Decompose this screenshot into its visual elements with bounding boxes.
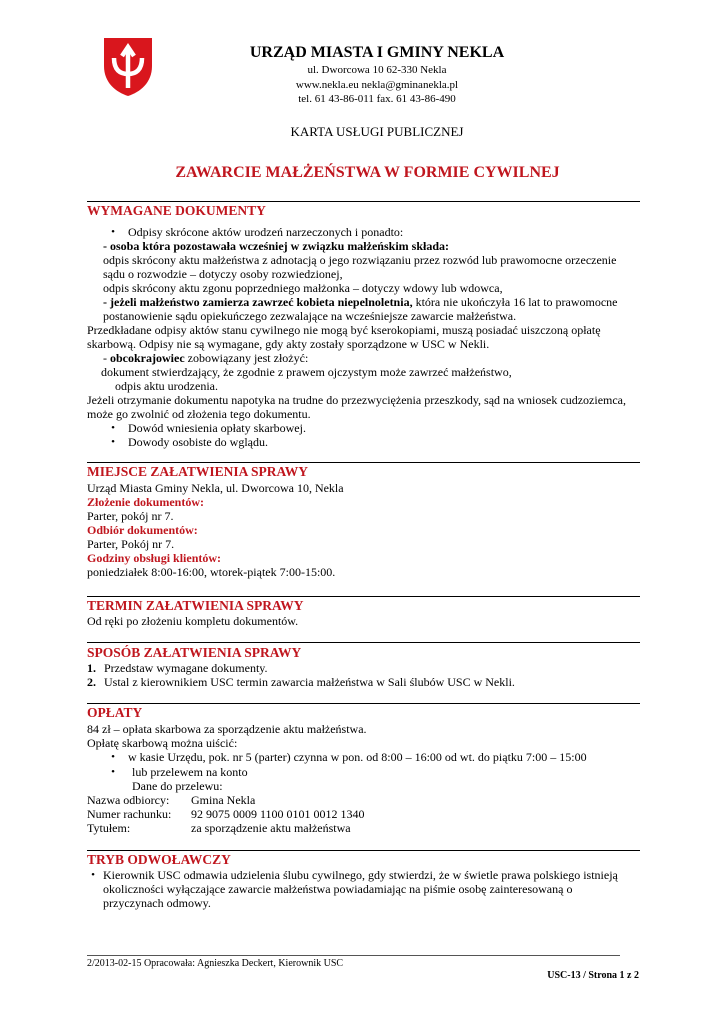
section-rule — [87, 462, 640, 463]
coat-of-arms-icon — [102, 36, 154, 98]
account-label: Numer rachunku: — [87, 807, 172, 821]
bullet-icon: • — [111, 436, 115, 448]
appeal-line: okoliczności wyłączające zawarcie małżeństwa powiadamiając na piśmie osobę zainteresowaną o — [103, 882, 573, 896]
docs-line: dokument stwierdzający, że zgodnie z prawem ojczystym może zawrzeć małżeństwo, — [101, 365, 512, 379]
hours-label: Godziny obsługi klientów: — [87, 551, 222, 565]
fee-amount: 84 zł – opłata skarbowa za sporządzenie aktu małżeństwa. — [87, 722, 367, 736]
office-location: Urząd Miasta Gminy Nekla, ul. Dworcowa 10, Nekla — [87, 481, 344, 495]
appeal-line: przyczynach odmowy. — [103, 896, 211, 910]
docs-line-bold: - osoba która pozostawała wcześniej w związku małżeńskim składa: — [103, 239, 449, 253]
hours-value: poniedziałek 8:00-16:00, wtorek-piątek 7:00-15:00. — [87, 565, 336, 579]
footer-rule — [87, 955, 620, 956]
docs-line: Dowody osobiste do wglądu. — [128, 435, 268, 449]
bullet-icon: • — [91, 869, 95, 881]
step-text: Przedstaw wymagane dokumenty. — [104, 661, 268, 675]
pickup-label: Odbiór dokumentów: — [87, 523, 198, 537]
docs-line — [103, 295, 618, 310]
docs-line: postanowienie sądu opiekuńczego zezwalające na wcześniejsze zawarcie małżeństwa. — [103, 309, 517, 323]
docs-line: Odpisy skrócone aktów urodzeń narzeczonych i ponadto: — [128, 225, 404, 239]
office-phone: tel. 61 43-86-011 fax. 61 43-86-490 — [298, 93, 456, 105]
section-rule — [87, 596, 640, 597]
bullet-icon: • — [111, 422, 115, 434]
bullet-icon: • — [111, 751, 115, 763]
docs-line: odpis skrócony aktu małżeństwa z adnotacją o jego rozwiązaniu przez rozwód lub prawomocne orzeczenie — [103, 253, 617, 267]
fee-option: lub przelewem na konto — [132, 765, 248, 779]
section-rule — [87, 642, 640, 643]
pickup-value: Parter, Pokój nr 7. — [87, 537, 175, 551]
heading-place: MIEJSCE ZAŁATWIENIA SPRAWY — [87, 464, 309, 479]
docs-bold-part: - jeżeli małżeństwo zamierza zawrzeć kobieta niepelnoletnia, — [103, 295, 413, 309]
fee-payment-intro: Opłatę skarbową można uiścić: — [87, 736, 238, 750]
docs-line: skarbową. Odpisy nie są wymagane, gdy akty zostały sporządzone w USC w Nekli. — [87, 337, 490, 351]
recipient-label: Nazwa odbiorcy: — [87, 793, 170, 807]
account-value: 92 9075 0009 1100 0101 0012 1340 — [191, 807, 365, 821]
docs-rest-part: która nie ukończyła 16 lat to prawomocne — [412, 295, 618, 309]
bullet-icon: • — [111, 226, 115, 238]
transfer-title-value: za sporządzenie aktu małżeństwa — [191, 821, 351, 835]
submit-value: Parter, pokój nr 7. — [87, 509, 174, 523]
docs-line: Przedkładane odpisy aktów stanu cywilnego nie mogą być kserokopiami, muszą posiadać uiszczoną opłatę — [87, 323, 601, 337]
office-title: URZĄD MIASTA I GMINY NEKLA — [249, 44, 505, 61]
fee-option: w kasie Urzędu, pok. nr 5 (parter) czynna w pon. od 8:00 – 16:00 od wt. do piątku 7:00 – 15:00 — [128, 750, 587, 764]
docs-rest-part: zobowiązany jest złożyć: — [184, 351, 309, 365]
transfer-data-label: Dane do przelewu: — [132, 779, 223, 793]
heading-fees: OPŁATY — [87, 705, 143, 720]
submit-label: Złożenie dokumentów: — [87, 495, 204, 509]
docs-line: może go zwolnić od złożenia tego dokumentu. — [87, 407, 311, 421]
docs-line: odpis aktu urodzenia. — [115, 379, 218, 393]
docs-line: sądu o rozwodzie – dotyczy osoby rozwiedzionej, — [103, 267, 343, 281]
footer-page-number: USC-13 / Strona 1 z 2 — [547, 970, 639, 981]
card-type: KARTA USŁUGI PUBLICZNEJ — [290, 124, 464, 139]
office-web-email: www.nekla.eu nekla@gminanekla.pl — [295, 79, 459, 91]
section-rule — [87, 201, 640, 202]
docs-bold-part: obcokrajowiec — [110, 351, 185, 365]
footer-author: 2/2013-02-15 Opracowała: Agnieszka Deckert, Kierownik USC — [87, 958, 344, 969]
docs-line: Jeżeli otrzymanie dokumentu napotyka na trudne do przezwyciężenia przeszkody, sąd na wniosek cudzoziemca, — [87, 393, 627, 407]
section-rule — [87, 703, 640, 704]
docs-line: Dowód wniesienia opłaty skarbowej. — [128, 421, 306, 435]
recipient-value: Gmina Nekla — [191, 793, 256, 807]
appeal-line: Kierownik USC odmawia udzielenia ślubu cywilnego, gdy stwierdzi, że w świetle prawa polskiego istnieją — [103, 868, 618, 882]
heading-appeal: TRYB ODWOŁAWCZY — [87, 852, 231, 867]
docs-dash: - — [103, 351, 110, 365]
step-text: Ustal z kierownikiem USC termin zawarcia małżeństwa w Sali ślubów USC w Nekli. — [104, 675, 515, 689]
heading-method: SPOSÓB ZAŁATWIENIA SPRAWY — [87, 645, 302, 660]
bullet-icon: • — [111, 766, 115, 778]
heading-required-documents: WYMAGANE DOKUMENTY — [87, 203, 266, 218]
heading-term: TERMIN ZAŁATWIENIA SPRAWY — [87, 598, 304, 613]
docs-line: odpis skrócony aktu zgonu poprzedniego małżonka – dotyczy wdowy lub wdowca, — [103, 281, 503, 295]
docs-line — [103, 351, 308, 366]
term-text: Od ręki po złożeniu kompletu dokumentów. — [87, 614, 299, 628]
office-address: ul. Dworcowa 10 62-330 Nekla — [307, 64, 447, 76]
transfer-title-label: Tytułem: — [87, 821, 131, 835]
step-number: 1. — [87, 661, 96, 675]
service-title: ZAWARCIE MAŁŻEŃSTWA W FORMIE CYWILNEJ — [175, 164, 560, 181]
section-rule — [87, 850, 640, 851]
step-number: 2. — [87, 675, 96, 689]
